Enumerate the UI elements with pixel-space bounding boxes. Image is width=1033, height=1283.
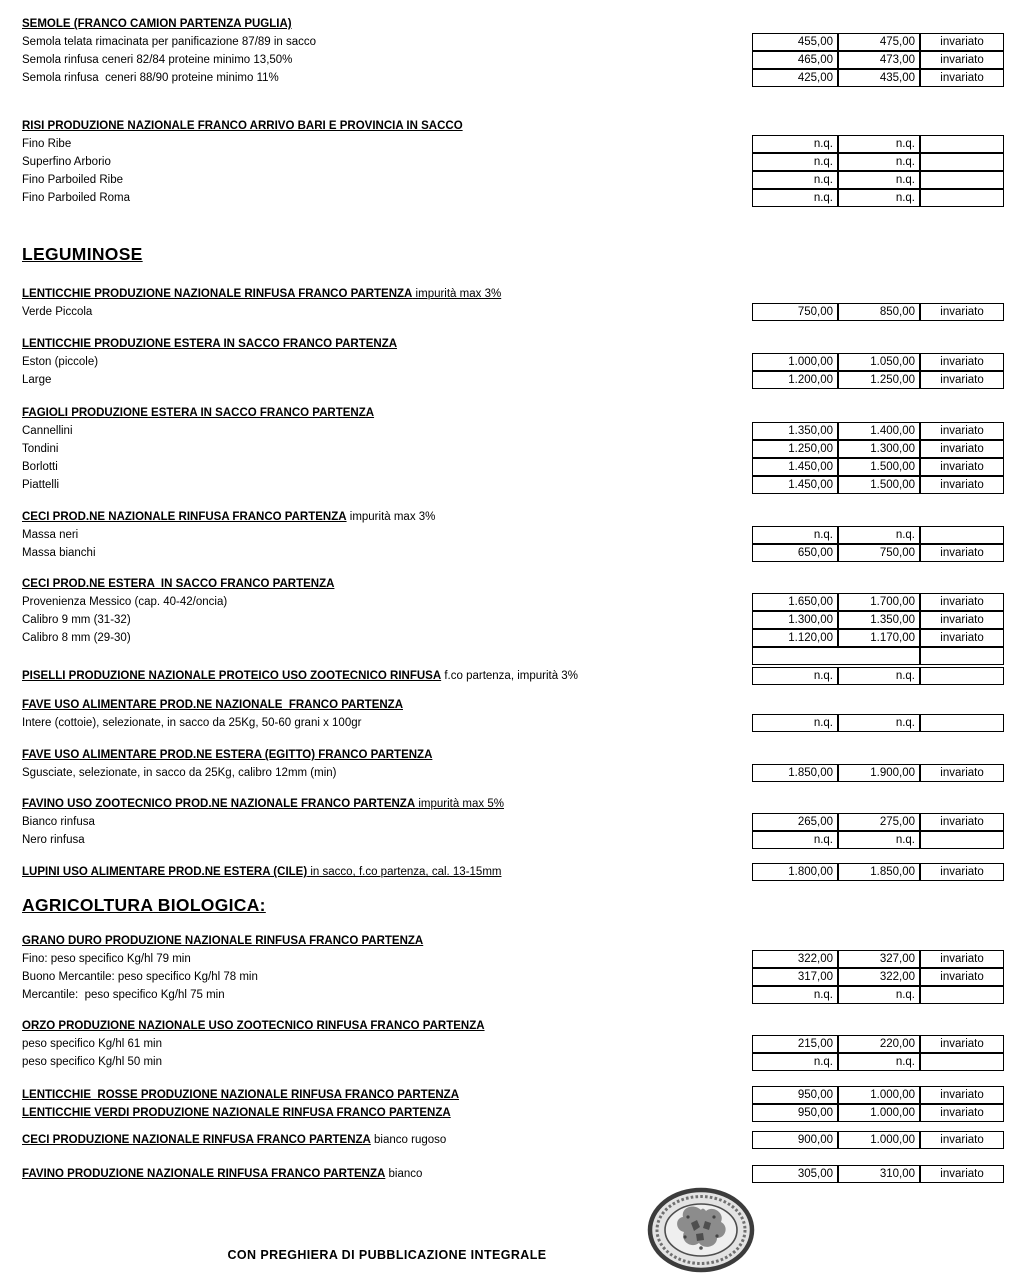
min-price-cell: 1.650,00 <box>752 593 838 611</box>
trend-cell: invariato <box>920 544 1004 562</box>
max-price-cell: n.q. <box>838 831 920 849</box>
item-label: Borlotti <box>22 461 58 473</box>
section-header: CECI PROD.NE NAZIONALE RINFUSA FRANCO PARTENZA <box>22 511 347 523</box>
item-label: Tondini <box>22 443 59 455</box>
price-box <box>752 986 1004 1004</box>
section-header-note: f.co partenza, impurità 3% <box>441 670 578 682</box>
item-label: Fino Parboiled Ribe <box>22 174 124 186</box>
price-row <box>22 1131 1004 1149</box>
price-row <box>22 1035 1004 1053</box>
commodity-section <box>22 1131 1004 1149</box>
max-price-cell: 1.500,00 <box>838 458 920 476</box>
item-label: peso specifico Kg/hl 61 min <box>22 1038 162 1050</box>
max-price-cell: 1.050,00 <box>838 353 920 371</box>
price-row <box>22 986 1004 1004</box>
trend-cell: invariato <box>920 1104 1004 1122</box>
min-price-cell: 1.450,00 <box>752 476 838 494</box>
price-row <box>22 371 1004 389</box>
section-header-line <box>22 336 1004 353</box>
section-header: FAGIOLI PRODUZIONE ESTERA IN SACCO FRANCO PARTENZA <box>22 407 375 419</box>
max-price-cell: n.q. <box>838 153 920 171</box>
price-box <box>752 1035 1004 1053</box>
min-price-cell: 1.200,00 <box>752 371 838 389</box>
section-header: LENTICCHIE PRODUZIONE NAZIONALE RINFUSA FRANCO PARTENZA <box>22 288 413 300</box>
section-header-line <box>22 796 1004 813</box>
price-row <box>22 458 1004 476</box>
section-header-note: in sacco, f.co partenza, cal. 13-15mm <box>307 866 502 878</box>
trend-cell: invariato <box>920 1035 1004 1053</box>
price-row <box>22 544 1004 562</box>
trend-cell: invariato <box>920 371 1004 389</box>
price-row <box>22 1086 1004 1104</box>
price-row <box>22 1104 1004 1122</box>
min-price-cell: 425,00 <box>752 69 838 87</box>
price-row <box>22 667 1004 685</box>
section-header-line <box>22 933 1004 950</box>
price-box <box>752 440 1004 458</box>
trend-cell <box>920 153 1004 171</box>
item-label <box>22 647 752 665</box>
min-price-cell: 265,00 <box>752 813 838 831</box>
commodity-section <box>22 405 1004 494</box>
max-price-cell: n.q. <box>838 135 920 153</box>
item-label: Mercantile: peso specifico Kg/hl 75 min <box>22 989 225 1001</box>
min-price-cell: 1.850,00 <box>752 764 838 782</box>
section-header-line <box>22 697 1004 714</box>
item-label <box>22 1086 752 1104</box>
min-price-cell: 322,00 <box>752 950 838 968</box>
item-label: Sgusciate, selezionate, in sacco da 25Kg, calibro 12mm (min) <box>22 767 337 779</box>
trend-cell: invariato <box>920 458 1004 476</box>
min-price-cell: 1.000,00 <box>752 353 838 371</box>
commodity-section <box>22 863 1004 881</box>
min-price-cell: 1.350,00 <box>752 422 838 440</box>
max-price-cell: 1.900,00 <box>838 764 920 782</box>
price-row <box>22 69 1004 87</box>
price-box <box>752 1131 1004 1149</box>
min-price-cell: 317,00 <box>752 968 838 986</box>
item-label <box>22 1104 752 1122</box>
price-row <box>22 189 1004 207</box>
commodity-section <box>22 894 1004 916</box>
price-row <box>22 714 1004 732</box>
max-price-cell: n.q. <box>838 1053 920 1071</box>
price-row <box>22 950 1004 968</box>
section-header: FAVINO PRODUZIONE NAZIONALE RINFUSA FRANCO PARTENZA <box>22 1168 386 1180</box>
trend-cell: invariato <box>920 303 1004 321</box>
trend-cell <box>920 714 1004 732</box>
section-header: LUPINI USO ALIMENTARE PROD.NE ESTERA (CILE) <box>22 866 308 878</box>
trend-cell: invariato <box>920 863 1004 881</box>
section-header: PISELLI PRODUZIONE NAZIONALE PROTEICO USO ZOOTECNICO RINFUSA <box>22 670 442 682</box>
section-header-line <box>22 576 1004 593</box>
item-label: Calibro 8 mm (29-30) <box>22 632 131 644</box>
min-price-cell: 650,00 <box>752 544 838 562</box>
section-header: LENTICCHIE VERDI PRODUZIONE NAZIONALE RINFUSA FRANCO PARTENZA <box>22 1107 451 1119</box>
max-price-cell: 1.850,00 <box>838 863 920 881</box>
item-label: Semola rinfusa ceneri 88/90 proteine minimo 11% <box>22 72 279 84</box>
section-header-note: impurità max 3% <box>412 288 502 300</box>
item-label <box>22 1131 752 1149</box>
publication-note: CON PREGHIERA DI PUBBLICAZIONE INTEGRALE <box>227 1248 547 1262</box>
big-section-header: AGRICOLTURA BIOLOGICA: <box>22 895 266 915</box>
section-header-line <box>22 118 1004 135</box>
section-header-note: bianco <box>385 1168 423 1180</box>
price-box <box>752 968 1004 986</box>
section-header-line <box>22 509 1004 526</box>
min-price-cell: 950,00 <box>752 1086 838 1104</box>
price-box <box>752 189 1004 207</box>
min-price-cell: 455,00 <box>752 33 838 51</box>
min-price-cell: n.q. <box>752 135 838 153</box>
price-row <box>22 593 1004 611</box>
price-row <box>22 135 1004 153</box>
trend-cell <box>920 831 1004 849</box>
max-price-cell: 473,00 <box>838 51 920 69</box>
commodity-section <box>22 667 1004 685</box>
min-price-cell: 465,00 <box>752 51 838 69</box>
empty-price-cell <box>752 647 920 665</box>
max-price-cell: 1.000,00 <box>838 1131 920 1149</box>
price-box <box>752 611 1004 629</box>
section-header-line <box>22 286 1004 303</box>
min-price-cell: 1.120,00 <box>752 629 838 647</box>
section-header: CECI PROD.NE ESTERA IN SACCO FRANCO PARTENZA <box>22 578 335 590</box>
item-label: Eston (piccole) <box>22 356 99 368</box>
price-row <box>22 1165 1004 1183</box>
item-label: peso specifico Kg/hl 50 min <box>22 1056 162 1068</box>
trend-cell <box>920 986 1004 1004</box>
price-box <box>752 135 1004 153</box>
max-price-cell: n.q. <box>838 714 920 732</box>
min-price-cell: n.q. <box>752 171 838 189</box>
price-box <box>752 714 1004 732</box>
section-header: LENTICCHIE PRODUZIONE ESTERA IN SACCO FRANCO PARTENZA <box>22 338 398 350</box>
price-box <box>752 950 1004 968</box>
trend-cell: invariato <box>920 69 1004 87</box>
max-price-cell: 750,00 <box>838 544 920 562</box>
price-row <box>22 353 1004 371</box>
item-label <box>22 1165 752 1183</box>
item-label: Bianco rinfusa <box>22 816 95 828</box>
price-box <box>752 1165 1004 1183</box>
trend-cell <box>920 135 1004 153</box>
max-price-cell: 1.000,00 <box>838 1104 920 1122</box>
price-box <box>752 353 1004 371</box>
trend-cell: invariato <box>920 1165 1004 1183</box>
price-row <box>22 968 1004 986</box>
max-price-cell: n.q. <box>838 171 920 189</box>
trend-cell: invariato <box>920 593 1004 611</box>
max-price-cell: 1.400,00 <box>838 422 920 440</box>
price-row <box>22 303 1004 321</box>
trend-cell: invariato <box>920 968 1004 986</box>
price-box <box>752 667 1004 685</box>
min-price-cell: n.q. <box>752 153 838 171</box>
price-box <box>752 69 1004 87</box>
item-label <box>22 667 752 685</box>
max-price-cell: 327,00 <box>838 950 920 968</box>
price-row <box>22 863 1004 881</box>
min-price-cell: 1.450,00 <box>752 458 838 476</box>
min-price-cell: n.q. <box>752 189 838 207</box>
price-row <box>22 476 1004 494</box>
price-box <box>752 458 1004 476</box>
price-box <box>752 831 1004 849</box>
section-header-note: impurità max 5% <box>415 798 504 810</box>
price-box <box>752 544 1004 562</box>
commodity-section <box>22 336 1004 389</box>
section-header: FAVINO USO ZOOTECNICO PROD.NE NAZIONALE FRANCO PARTENZA <box>22 798 416 810</box>
section-header-line <box>22 747 1004 764</box>
max-price-cell: 435,00 <box>838 69 920 87</box>
min-price-cell: 750,00 <box>752 303 838 321</box>
price-row <box>22 526 1004 544</box>
price-box <box>752 153 1004 171</box>
max-price-cell: n.q. <box>838 526 920 544</box>
section-header-note: bianco rugoso <box>370 1134 447 1146</box>
price-box <box>752 863 1004 881</box>
max-price-cell: 220,00 <box>838 1035 920 1053</box>
price-box <box>752 764 1004 782</box>
commodity-section <box>22 1104 1004 1122</box>
price-box <box>752 303 1004 321</box>
trend-cell: invariato <box>920 764 1004 782</box>
max-price-cell: 1.250,00 <box>838 371 920 389</box>
trend-cell: invariato <box>920 813 1004 831</box>
price-row <box>22 813 1004 831</box>
min-price-cell: 950,00 <box>752 1104 838 1122</box>
trend-cell: invariato <box>920 611 1004 629</box>
max-price-cell: 1.170,00 <box>838 629 920 647</box>
big-section-header: LEGUMINOSE <box>22 244 143 264</box>
trend-cell: invariato <box>920 51 1004 69</box>
min-price-cell: 900,00 <box>752 1131 838 1149</box>
trend-cell <box>920 189 1004 207</box>
section-header: LENTICCHIE ROSSE PRODUZIONE NAZIONALE RINFUSA FRANCO PARTENZA <box>22 1089 460 1101</box>
max-price-cell: 475,00 <box>838 33 920 51</box>
price-row <box>22 764 1004 782</box>
min-price-cell: n.q. <box>752 526 838 544</box>
price-box <box>752 813 1004 831</box>
trend-cell: invariato <box>920 1131 1004 1149</box>
min-price-cell: 1.800,00 <box>752 863 838 881</box>
max-price-cell: 275,00 <box>838 813 920 831</box>
section-header: RISI PRODUZIONE NAZIONALE FRANCO ARRIVO BARI E PROVINCIA IN SACCO <box>22 120 463 132</box>
item-label: Calibro 9 mm (31-32) <box>22 614 131 626</box>
trend-cell <box>920 171 1004 189</box>
price-box <box>752 33 1004 51</box>
trend-cell: invariato <box>920 950 1004 968</box>
item-label: Buono Mercantile: peso specifico Kg/hl 78 min <box>22 971 258 983</box>
price-box <box>752 629 1004 647</box>
price-row <box>22 611 1004 629</box>
price-row <box>22 171 1004 189</box>
item-label: Superfino Arborio <box>22 156 111 168</box>
commodity-section <box>22 118 1004 207</box>
max-price-cell: 1.350,00 <box>838 611 920 629</box>
price-box <box>752 476 1004 494</box>
section-header: FAVE USO ALIMENTARE PROD.NE NAZIONALE FRANCO PARTENZA <box>22 699 403 711</box>
item-label: Intere (cottoie), selezionate, in sacco da 25Kg, 50-60 grani x 100gr <box>22 717 362 729</box>
price-row <box>22 422 1004 440</box>
commodity-section <box>22 796 1004 849</box>
price-row <box>22 1053 1004 1071</box>
item-label: Fino Parboiled Roma <box>22 192 131 204</box>
max-price-cell: n.q. <box>838 667 920 685</box>
trend-cell: invariato <box>920 440 1004 458</box>
price-box <box>752 1053 1004 1071</box>
section-header: CECI PRODUZIONE NAZIONALE RINFUSA FRANCO PARTENZA <box>22 1134 371 1146</box>
item-label: Semola telata rimacinata per panificazione 87/89 in sacco <box>22 36 317 48</box>
item-label: Provenienza Messico (cap. 40-42/oncia) <box>22 596 228 608</box>
commodity-section <box>22 1018 1004 1071</box>
item-label: Semola rinfusa ceneri 82/84 proteine minimo 13,50% <box>22 54 293 66</box>
item-label: Large <box>22 374 52 386</box>
trend-cell <box>920 526 1004 544</box>
price-row <box>22 831 1004 849</box>
trend-cell: invariato <box>920 33 1004 51</box>
commodity-section <box>22 243 1004 265</box>
section-header-note: impurità max 3% <box>346 511 436 523</box>
price-row-empty <box>22 647 1004 665</box>
min-price-cell: 215,00 <box>752 1035 838 1053</box>
min-price-cell: n.q. <box>752 831 838 849</box>
price-box <box>752 51 1004 69</box>
min-price-cell: 305,00 <box>752 1165 838 1183</box>
trend-cell: invariato <box>920 353 1004 371</box>
price-row <box>22 33 1004 51</box>
item-label: Piattelli <box>22 479 60 491</box>
trend-cell: invariato <box>920 629 1004 647</box>
trend-cell: invariato <box>920 1086 1004 1104</box>
item-label: Nero rinfusa <box>22 834 85 846</box>
max-price-cell: 322,00 <box>838 968 920 986</box>
price-row <box>22 51 1004 69</box>
price-box <box>752 371 1004 389</box>
price-box <box>752 647 1004 665</box>
price-box <box>752 171 1004 189</box>
price-box <box>752 526 1004 544</box>
price-box <box>752 422 1004 440</box>
price-row <box>22 440 1004 458</box>
price-box <box>752 1086 1004 1104</box>
min-price-cell: n.q. <box>752 986 838 1004</box>
section-header-line <box>22 405 1004 422</box>
section-header: FAVE USO ALIMENTARE PROD.NE ESTERA (EGITTO) FRANCO PARTENZA <box>22 749 433 761</box>
item-label: Verde Piccola <box>22 306 93 318</box>
commodity-section <box>22 16 1004 87</box>
max-price-cell: 1.000,00 <box>838 1086 920 1104</box>
price-box <box>752 1104 1004 1122</box>
commodity-section <box>22 747 1004 782</box>
commodity-section <box>22 286 1004 321</box>
min-price-cell: n.q. <box>752 714 838 732</box>
min-price-cell: n.q. <box>752 1053 838 1071</box>
commodity-section <box>22 509 1004 562</box>
section-header-line <box>22 16 1004 33</box>
max-price-cell: 1.500,00 <box>838 476 920 494</box>
price-row <box>22 153 1004 171</box>
item-label <box>22 863 752 881</box>
commodity-section <box>22 1086 1004 1104</box>
price-row <box>22 629 1004 647</box>
max-price-cell: n.q. <box>838 986 920 1004</box>
min-price-cell: n.q. <box>752 667 838 685</box>
trend-cell <box>920 1053 1004 1071</box>
trend-cell <box>920 647 1004 665</box>
max-price-cell: 310,00 <box>838 1165 920 1183</box>
commodity-section <box>22 1165 1004 1183</box>
trend-cell: invariato <box>920 476 1004 494</box>
price-box <box>752 593 1004 611</box>
item-label: Massa neri <box>22 529 79 541</box>
section-header: GRANO DURO PRODUZIONE NAZIONALE RINFUSA FRANCO PARTENZA <box>22 935 424 947</box>
section-header-line <box>22 1018 1004 1035</box>
commodity-section <box>22 697 1004 732</box>
min-price-cell: 1.250,00 <box>752 440 838 458</box>
max-price-cell: 1.700,00 <box>838 593 920 611</box>
max-price-cell: 850,00 <box>838 303 920 321</box>
trend-cell <box>920 667 1004 685</box>
commodity-section <box>22 576 1004 665</box>
item-label: Cannellini <box>22 425 73 437</box>
min-price-cell: 1.300,00 <box>752 611 838 629</box>
commodity-section <box>22 933 1004 1004</box>
item-label: Fino Ribe <box>22 138 72 150</box>
item-label: Fino: peso specifico Kg/hl 79 min <box>22 953 191 965</box>
max-price-cell: 1.300,00 <box>838 440 920 458</box>
item-label: Massa bianchi <box>22 547 96 559</box>
max-price-cell: n.q. <box>838 189 920 207</box>
section-header: SEMOLE (FRANCO CAMION PARTENZA PUGLIA) <box>22 18 292 30</box>
trend-cell: invariato <box>920 422 1004 440</box>
section-header: ORZO PRODUZIONE NAZIONALE USO ZOOTECNICO RINFUSA FRANCO PARTENZA <box>22 1020 485 1032</box>
